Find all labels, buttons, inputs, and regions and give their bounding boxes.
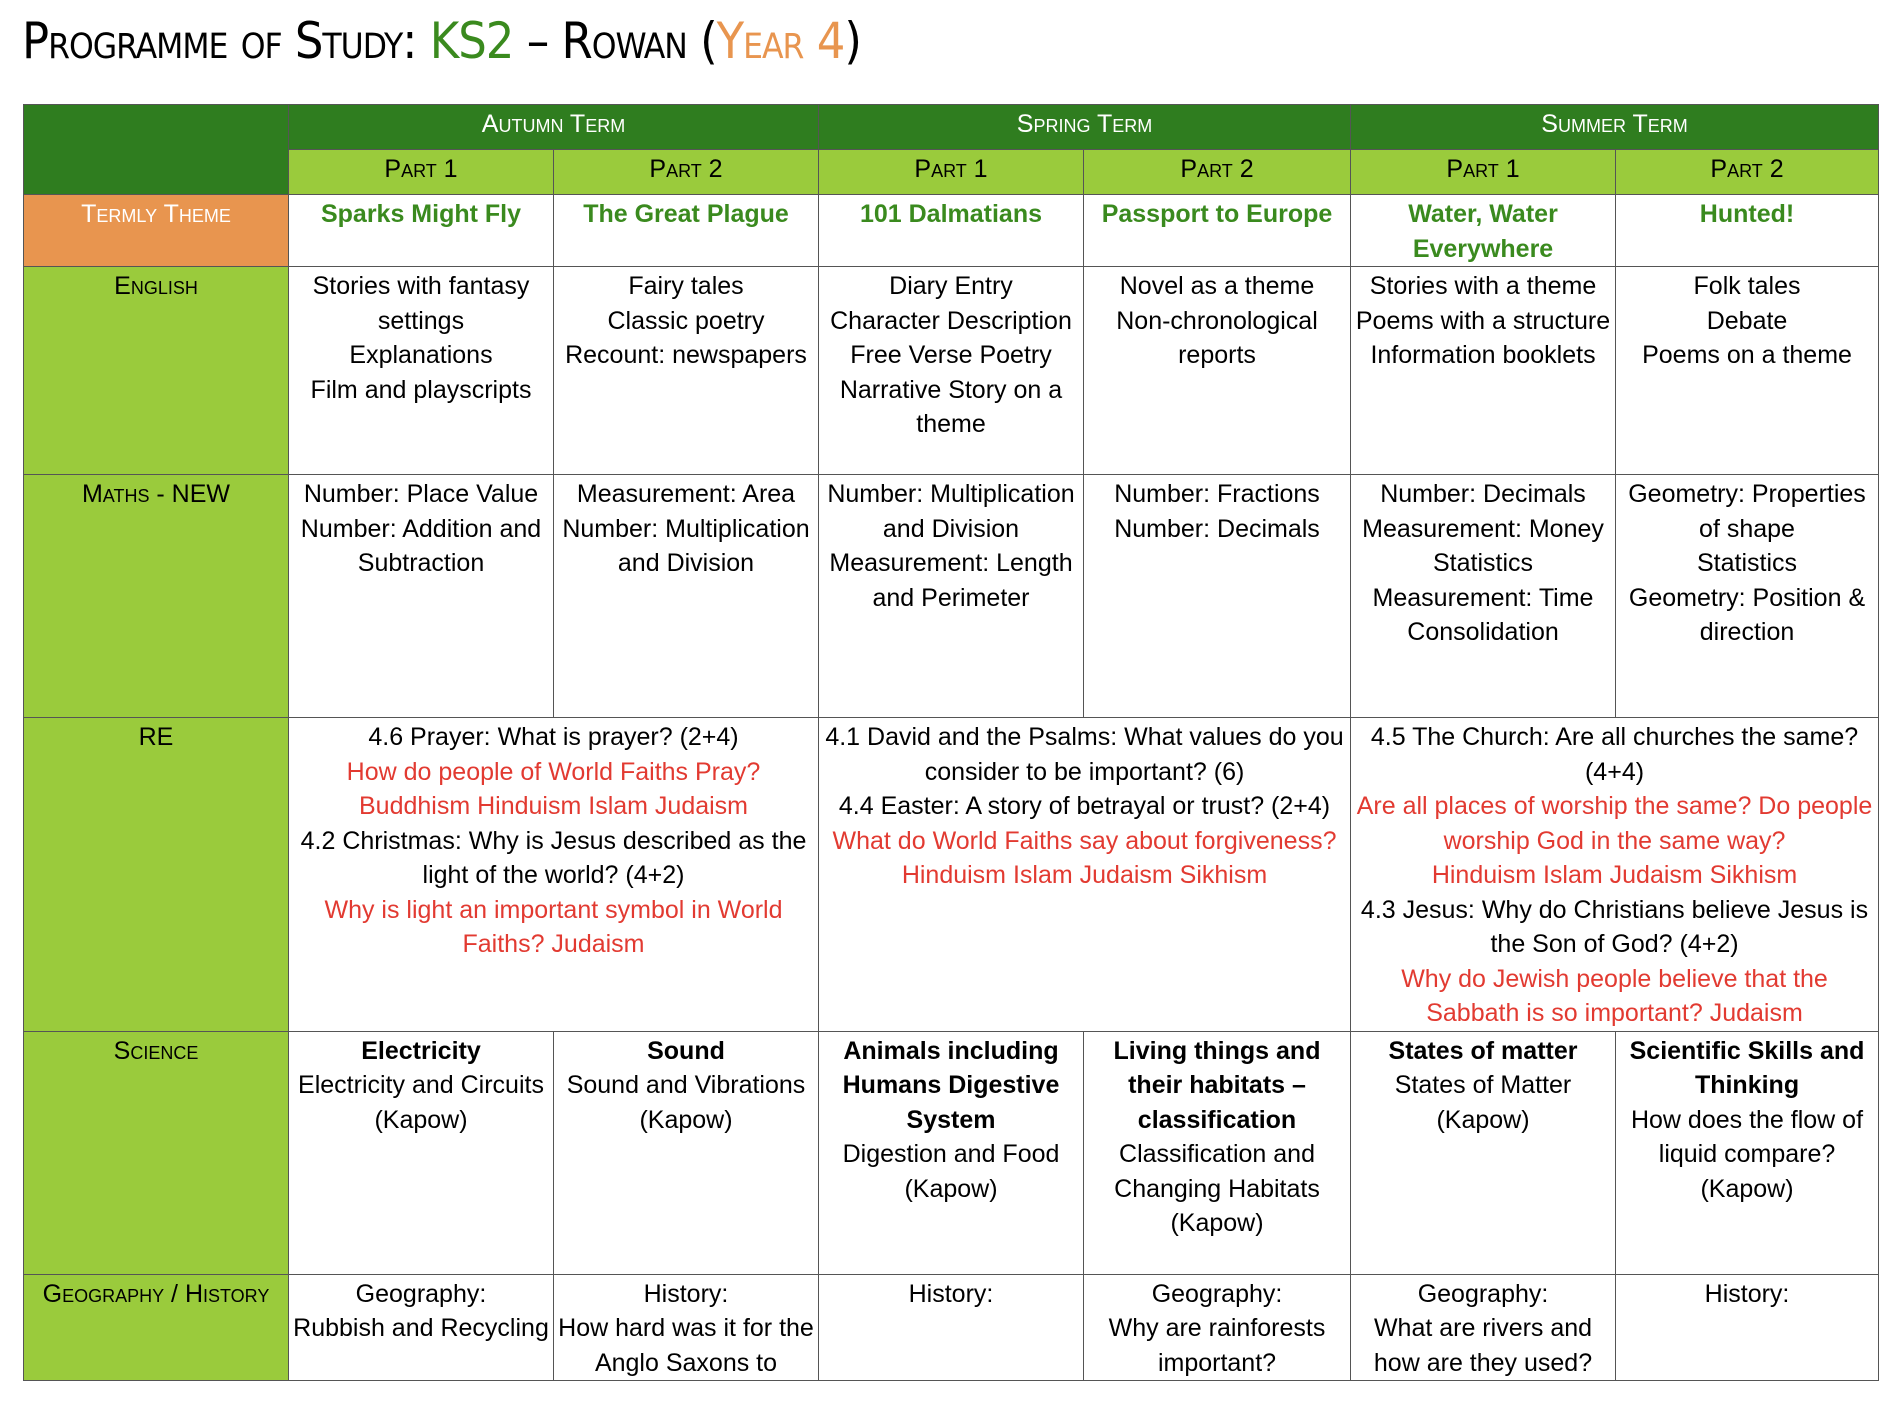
cell-line: Recount: newspapers [565, 341, 807, 369]
science-topic: Living things and their habitats – classification [1113, 1036, 1321, 1134]
cell-line: Explanations [349, 341, 493, 369]
cell-line: Narrative Story on a theme [839, 375, 1063, 438]
part-header: Part 1 [1351, 150, 1616, 195]
cell-line: Classification and Changing Habitats [1114, 1140, 1320, 1203]
geohist-cell [1351, 1274, 1616, 1381]
cell-line: Why are rainforests important? [1108, 1314, 1326, 1377]
cell-line: 4.5 The Church: Are all churches the same? (4+4) [1370, 723, 1859, 786]
cell-line: How does the flow of liquid compare? [1630, 1105, 1864, 1168]
geohist-cell [1616, 1274, 1879, 1381]
maths-row [24, 475, 1879, 718]
row-label-maths: Maths - NEW [24, 475, 289, 718]
title-suffix: ) [844, 12, 861, 70]
part-header: Part 2 [554, 150, 819, 195]
cell-line: Geometry: Properties of shape [1628, 480, 1866, 543]
cell-line: Diary Entry [889, 272, 1013, 300]
cell-line: History: [643, 1279, 729, 1308]
theme-cell: Sparks Might Fly [289, 195, 554, 267]
science-topic: Sound [647, 1036, 725, 1065]
cell-line: Geography: [355, 1279, 487, 1308]
cell-line: Number: Decimals [1380, 480, 1586, 508]
theme-cell: 101 Dalmatians [819, 195, 1084, 267]
cell-line: (Kapow) [1436, 1105, 1530, 1134]
cell-line: Measurement: Time [1372, 583, 1594, 612]
geography-history-row [24, 1274, 1879, 1381]
cell-line-world-faiths: Why is light an important symbol in World Faiths? Judaism [324, 895, 783, 958]
title-stage: KS2 [429, 12, 514, 70]
cell-line: Number: Multiplication and Division [562, 514, 810, 577]
cell-line: Stories with a theme [1369, 272, 1597, 300]
part-header: Part 1 [819, 150, 1084, 195]
cell-line: Statistics [1433, 549, 1534, 577]
cell-line: 4.4 Easter: A story of betrayal or trust? (2+4) [838, 792, 1331, 820]
science-row [24, 1031, 1879, 1274]
theme-cell: Hunted! [1616, 195, 1879, 267]
english-cell [1616, 267, 1879, 475]
cell-line: Number: Place Value [303, 480, 539, 508]
cell-line: Non-chronological reports [1116, 306, 1318, 369]
cell-line: Free Verse Poetry [850, 341, 1052, 369]
term-spring: Spring Term [819, 105, 1351, 150]
cell-line: 4.6 Prayer: What is prayer? (2+4) [368, 723, 739, 751]
cell-line: Number: Addition and Subtraction [300, 514, 542, 577]
cell-line: Rubbish and Recycling [293, 1314, 549, 1342]
english-cell [554, 267, 819, 475]
title-year: Year 4 [716, 12, 845, 70]
theme-cell: Water, Water Everywhere [1351, 195, 1616, 267]
page-title [22, 12, 861, 70]
cell-line-world-faiths: Hinduism Islam Judaism Sikhism [1431, 861, 1798, 889]
cell-line: Geography: [1151, 1279, 1283, 1308]
cell-line: 4.3 Jesus: Why do Christians believe Jesus is the Son of God? (4+2) [1360, 895, 1869, 958]
part-header: Part 2 [1616, 150, 1879, 195]
cell-line: Fairy tales [628, 272, 744, 300]
geohist-cell [289, 1274, 554, 1381]
term-summer: Summer Term [1351, 105, 1879, 150]
geohist-cell [819, 1274, 1084, 1381]
maths-cell [1084, 475, 1351, 718]
row-label-science: Science [24, 1031, 289, 1274]
cell-line: Measurement: Area [576, 480, 796, 508]
programme-table [23, 104, 1879, 1381]
row-label-theme: Termly Theme [24, 195, 289, 267]
cell-line: Digestion and Food [842, 1140, 1060, 1168]
cell-line: Number: Multiplication and Division [827, 480, 1075, 543]
cell-line: Novel as a theme [1119, 272, 1315, 300]
cell-line: What are rivers and how are they used? [1373, 1314, 1593, 1377]
geohist-cell [554, 1274, 819, 1381]
cell-line: Measurement: Money [1362, 514, 1604, 543]
theme-cell: Passport to Europe [1084, 195, 1351, 267]
cell-line-world-faiths: Hinduism Islam Judaism Sikhism [901, 861, 1268, 889]
science-cell [1351, 1031, 1616, 1274]
cell-line-world-faiths: Why do Jewish people believe that the Sabbath is so important? Judaism [1401, 964, 1828, 1027]
re-cell-summer [1351, 718, 1879, 1032]
cell-line: (Kapow) [1700, 1174, 1794, 1203]
cell-line: History: [1704, 1279, 1790, 1308]
english-cell [819, 267, 1084, 475]
cell-line: Geometry: Position & direction [1628, 583, 1866, 646]
term-autumn: Autumn Term [289, 105, 819, 150]
cell-line: How hard was it for the Anglo Saxons to [558, 1314, 814, 1377]
part-header: Part 2 [1084, 150, 1351, 195]
cell-line: States of Matter [1394, 1071, 1572, 1099]
theme-row [24, 195, 1879, 267]
part-header: Part 1 [289, 150, 554, 195]
cell-line: Statistics [1697, 549, 1798, 577]
cell-line: Poems with a structure [1355, 306, 1611, 335]
english-row [24, 267, 1879, 475]
cell-line: (Kapow) [904, 1174, 998, 1203]
cell-line: Measurement: Length and Perimeter [829, 549, 1073, 612]
english-cell [1084, 267, 1351, 475]
cell-line: Debate [1706, 306, 1788, 335]
re-cell-spring [819, 718, 1351, 1032]
row-label-english: English [24, 267, 289, 475]
theme-cell: The Great Plague [554, 195, 819, 267]
maths-cell [289, 475, 554, 718]
cell-line: Sound and Vibrations [566, 1071, 806, 1099]
maths-cell [1616, 475, 1879, 718]
science-topic: States of matter [1388, 1036, 1578, 1065]
cell-line: 4.2 Christmas: Why is Jesus described as the light of the world? (4+2) [300, 826, 807, 889]
english-cell [289, 267, 554, 475]
title-middle: – Rowan ( [513, 12, 717, 70]
cell-line: Film and playscripts [310, 375, 532, 404]
science-topic: Scientific Skills and Thinking [1629, 1036, 1865, 1099]
science-cell [554, 1031, 819, 1274]
cell-line: Information booklets [1370, 341, 1596, 369]
cell-line: History: [908, 1279, 994, 1308]
cell-line: Geography: [1417, 1279, 1549, 1308]
maths-cell [819, 475, 1084, 718]
re-cell-autumn [289, 718, 819, 1032]
title-prefix: Programme of Study: [22, 12, 430, 70]
row-label-re: RE [24, 718, 289, 1032]
cell-line: Electricity and Circuits [298, 1071, 544, 1099]
geohist-cell [1084, 1274, 1351, 1381]
cell-line: (Kapow) [639, 1105, 733, 1134]
cell-line: Classic poetry [607, 306, 765, 335]
part-header-row [24, 150, 1879, 195]
cell-line-world-faiths: What do World Faiths say about forgiveness? [832, 826, 1337, 855]
science-topic: Animals including Humans Digestive System [842, 1036, 1060, 1134]
cell-line-world-faiths: How do people of World Faiths Pray? Buddhism Hinduism Islam Judaism [346, 757, 761, 820]
term-header-row [24, 105, 1879, 150]
english-cell [1351, 267, 1616, 475]
cell-line: 4.1 David and the Psalms: What values do you consider to be important? (6) [825, 723, 1344, 786]
cell-line: Poems on a theme [1642, 341, 1852, 369]
cell-line: Consolidation [1407, 618, 1559, 646]
corner-cell [24, 105, 289, 195]
cell-line: Number: Fractions [1114, 480, 1320, 508]
cell-line: Stories with fantasy settings [312, 272, 530, 335]
cell-line: Number: Decimals [1114, 514, 1320, 543]
science-topic: Electricity [361, 1036, 481, 1065]
cell-line: (Kapow) [374, 1105, 468, 1134]
science-cell [1616, 1031, 1879, 1274]
science-cell [819, 1031, 1084, 1274]
cell-line-world-faiths: Are all places of worship the same? Do people worship God in the same way? [1356, 792, 1873, 855]
re-row [24, 718, 1879, 1032]
row-label-geography-history: Geography / History [24, 1274, 289, 1381]
maths-cell [554, 475, 819, 718]
maths-cell [1351, 475, 1616, 718]
science-cell [1084, 1031, 1351, 1274]
cell-line: Folk tales [1693, 272, 1801, 300]
cell-line: Character Description [830, 306, 1072, 335]
science-cell [289, 1031, 554, 1274]
cell-line: (Kapow) [1170, 1209, 1264, 1237]
